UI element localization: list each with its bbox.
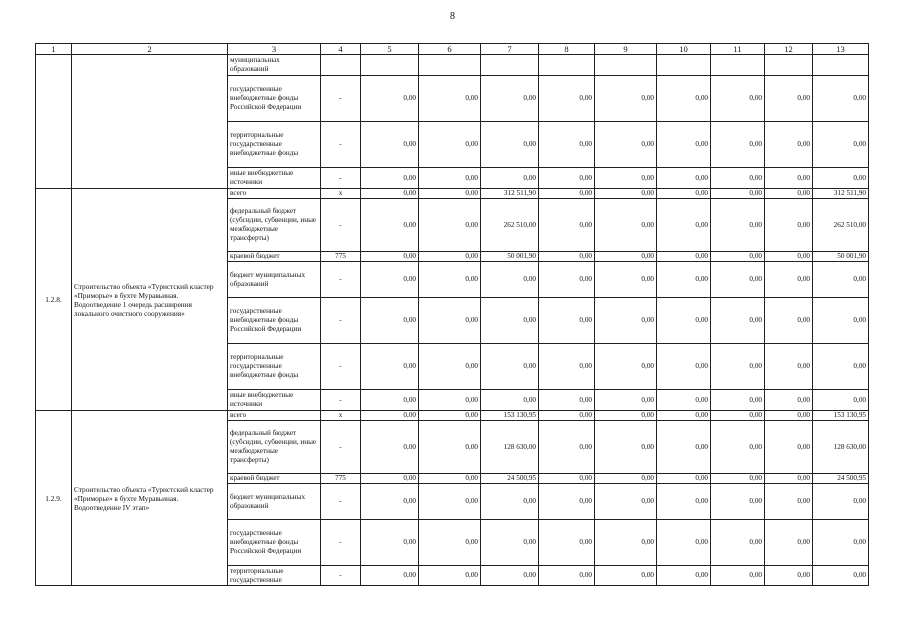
value-cell: 50 001,90 [813,252,869,262]
value-cell: 0,00 [657,484,711,520]
funding-source-cell: краевой бюджет [228,474,321,484]
value-cell [361,55,419,76]
funding-source-cell: муниципальных образований [228,55,321,76]
item-code-cell: 1.2.9. [36,411,72,586]
value-cell: 0,00 [419,421,481,474]
value-cell: 0,00 [657,411,711,421]
value-cell: 0,00 [419,520,481,566]
page-number: 8 [450,11,455,22]
value-cell: 0,00 [539,122,595,168]
value-cell: 128 630,00 [481,421,539,474]
value-cell: 0,00 [813,390,869,411]
value-cell: 0,00 [813,566,869,586]
value-cell: 0,00 [481,484,539,520]
value-cell: 0,00 [657,344,711,390]
funding-source-cell: территориальные государственные внебюджетные фонды [228,122,321,168]
grbs-code-cell: - [321,484,361,520]
column-header: 3 [228,44,321,55]
value-cell [481,55,539,76]
value-cell: 0,00 [361,520,419,566]
value-cell: 0,00 [765,421,813,474]
value-cell: 0,00 [361,474,419,484]
value-cell: 0,00 [657,298,711,344]
value-cell: 0,00 [813,298,869,344]
value-cell: 0,00 [419,262,481,298]
value-cell: 0,00 [539,344,595,390]
value-cell: 0,00 [595,262,657,298]
value-cell: 0,00 [595,199,657,252]
grbs-code-cell: - [321,122,361,168]
column-header: 4 [321,44,361,55]
value-cell: 0,00 [765,252,813,262]
funding-source-cell: территориальные государственные [228,566,321,586]
grbs-code-cell: - [321,421,361,474]
item-code-cell [36,55,72,189]
value-cell: 0,00 [595,484,657,520]
value-cell: 0,00 [595,474,657,484]
value-cell: 0,00 [711,566,765,586]
value-cell: 0,00 [539,199,595,252]
value-cell: 0,00 [595,76,657,122]
value-cell: 0,00 [481,566,539,586]
value-cell: 0,00 [765,390,813,411]
value-cell: 0,00 [711,421,765,474]
funding-source-cell: государственные внебюджетные фонды Российской Федерации [228,520,321,566]
value-cell: 0,00 [539,252,595,262]
value-cell: 0,00 [657,520,711,566]
value-cell: 0,00 [481,122,539,168]
value-cell: 0,00 [813,76,869,122]
funding-source-cell: иные внебюджетные источники [228,168,321,189]
value-cell: 0,00 [595,520,657,566]
value-cell: 0,00 [765,520,813,566]
value-cell: 0,00 [711,168,765,189]
value-cell: 0,00 [711,252,765,262]
value-cell: 0,00 [361,344,419,390]
funding-source-cell: краевой бюджет [228,252,321,262]
column-header: 13 [813,44,869,55]
grbs-code-cell: - [321,390,361,411]
header-row [36,44,869,55]
grbs-code-cell: - [321,168,361,189]
value-cell: 0,00 [765,199,813,252]
table-row [36,411,869,421]
value-cell: 0,00 [419,411,481,421]
value-cell [765,55,813,76]
funding-source-cell: территориальные государственные внебюджетные фонды [228,344,321,390]
column-header: 12 [765,44,813,55]
value-cell: 0,00 [711,484,765,520]
grbs-code-cell: 775 [321,474,361,484]
column-header: 8 [539,44,595,55]
column-header: 5 [361,44,419,55]
value-cell [419,55,481,76]
grbs-code-cell: - [321,566,361,586]
value-cell: 0,00 [711,474,765,484]
value-cell: 0,00 [765,122,813,168]
value-cell: 0,00 [657,76,711,122]
grbs-code-cell: - [321,298,361,344]
value-cell: 0,00 [481,298,539,344]
column-header: 2 [72,44,228,55]
value-cell: 0,00 [481,390,539,411]
value-cell: 0,00 [419,566,481,586]
value-cell: 0,00 [711,189,765,199]
value-cell: 0,00 [765,76,813,122]
value-cell: 0,00 [595,411,657,421]
value-cell: 0,00 [481,520,539,566]
grbs-code-cell: 775 [321,252,361,262]
grbs-code-cell: x [321,411,361,421]
column-header: 11 [711,44,765,55]
value-cell: 262 510,00 [481,199,539,252]
value-cell: 0,00 [813,484,869,520]
value-cell: 0,00 [765,344,813,390]
value-cell: 0,00 [657,252,711,262]
value-cell: 0,00 [539,411,595,421]
value-cell: 0,00 [711,76,765,122]
value-cell [539,55,595,76]
value-cell: 0,00 [657,168,711,189]
grbs-code-cell: - [321,76,361,122]
value-cell: 0,00 [595,168,657,189]
value-cell: 0,00 [657,262,711,298]
value-cell: 128 630,00 [813,421,869,474]
value-cell: 262 510,00 [813,199,869,252]
column-header: 10 [657,44,711,55]
value-cell: 0,00 [813,520,869,566]
value-cell: 0,00 [361,189,419,199]
value-cell [657,55,711,76]
value-cell: 0,00 [361,484,419,520]
value-cell: 0,00 [419,484,481,520]
value-cell: 0,00 [481,168,539,189]
value-cell: 0,00 [657,189,711,199]
value-cell: 0,00 [361,262,419,298]
value-cell: 0,00 [711,298,765,344]
value-cell: 50 001,90 [481,252,539,262]
value-cell: 0,00 [595,390,657,411]
value-cell: 0,00 [595,298,657,344]
value-cell: 0,00 [361,76,419,122]
value-cell: 0,00 [595,122,657,168]
value-cell: 0,00 [765,262,813,298]
value-cell: 0,00 [539,168,595,189]
value-cell: 0,00 [539,262,595,298]
value-cell: 0,00 [539,566,595,586]
funding-source-cell: всего [228,411,321,421]
funding-source-cell: всего [228,189,321,199]
grbs-code-cell: x [321,189,361,199]
value-cell: 0,00 [813,168,869,189]
value-cell [321,55,361,76]
funding-source-cell: иные внебюджетные источники [228,390,321,411]
item-name-cell: Строительство объекта «Туристский кластер «Приморье» в бухте Муравьиная. Водоотведение IV этап» [72,411,228,586]
value-cell: 0,00 [419,122,481,168]
value-cell: 0,00 [539,390,595,411]
value-cell: 0,00 [361,298,419,344]
value-cell: 0,00 [711,411,765,421]
value-cell: 0,00 [765,168,813,189]
column-header: 1 [36,44,72,55]
value-cell: 0,00 [813,344,869,390]
value-cell: 0,00 [361,421,419,474]
value-cell: 0,00 [419,344,481,390]
value-cell: 0,00 [481,76,539,122]
value-cell: 153 130,95 [481,411,539,421]
value-cell: 0,00 [657,122,711,168]
table-row [36,55,869,76]
value-cell: 0,00 [361,390,419,411]
value-cell: 0,00 [539,474,595,484]
column-header: 7 [481,44,539,55]
value-cell: 0,00 [361,122,419,168]
value-cell: 0,00 [813,122,869,168]
value-cell: 0,00 [419,189,481,199]
value-cell: 0,00 [711,122,765,168]
value-cell: 0,00 [539,421,595,474]
value-cell: 0,00 [419,252,481,262]
value-cell: 0,00 [711,262,765,298]
value-cell: 153 130,95 [813,411,869,421]
funding-source-cell: бюджет муниципальных образований [228,484,321,520]
value-cell [711,55,765,76]
value-cell: 0,00 [481,344,539,390]
value-cell: 0,00 [419,474,481,484]
value-cell: 0,00 [657,474,711,484]
value-cell: 0,00 [711,344,765,390]
value-cell: 0,00 [419,199,481,252]
value-cell [813,55,869,76]
funding-source-cell: бюджет муниципальных образований [228,262,321,298]
grbs-code-cell: - [321,262,361,298]
value-cell: 0,00 [765,411,813,421]
grbs-code-cell: - [321,199,361,252]
value-cell: 0,00 [595,344,657,390]
value-cell: 0,00 [657,566,711,586]
value-cell: 0,00 [419,298,481,344]
funding-source-cell: государственные внебюджетные фонды Российской Федерации [228,76,321,122]
value-cell: 0,00 [595,252,657,262]
value-cell: 0,00 [595,566,657,586]
value-cell: 0,00 [361,199,419,252]
value-cell: 0,00 [813,262,869,298]
value-cell: 0,00 [765,566,813,586]
value-cell [595,55,657,76]
value-cell: 0,00 [539,298,595,344]
value-cell: 0,00 [539,520,595,566]
item-name-cell [72,55,228,189]
value-cell: 0,00 [361,252,419,262]
value-cell: 0,00 [595,189,657,199]
grbs-code-cell: - [321,520,361,566]
funding-source-cell: федеральный бюджет (субсидии, субвенции, иные межбюджетные трансферты) [228,421,321,474]
value-cell: 0,00 [765,474,813,484]
value-cell: 0,00 [711,390,765,411]
budget-table [35,43,869,586]
column-header: 9 [595,44,657,55]
value-cell: 0,00 [711,520,765,566]
value-cell: 0,00 [539,484,595,520]
value-cell: 0,00 [765,484,813,520]
value-cell: 0,00 [361,566,419,586]
value-cell: 0,00 [419,168,481,189]
column-header: 6 [419,44,481,55]
value-cell: 0,00 [595,421,657,474]
funding-source-cell: государственные внебюджетные фонды Российской Федерации [228,298,321,344]
funding-source-cell: федеральный бюджет (субсидии, субвенции, иные межбюджетные трансферты) [228,199,321,252]
value-cell: 0,00 [539,189,595,199]
table-row [36,189,869,199]
value-cell: 0,00 [657,390,711,411]
value-cell: 0,00 [419,390,481,411]
value-cell: 312 511,90 [481,189,539,199]
value-cell: 0,00 [657,421,711,474]
value-cell: 0,00 [481,262,539,298]
value-cell: 312 511,90 [813,189,869,199]
grbs-code-cell: - [321,344,361,390]
value-cell: 0,00 [711,199,765,252]
value-cell: 24 500,95 [481,474,539,484]
value-cell: 0,00 [765,189,813,199]
value-cell: 0,00 [765,298,813,344]
value-cell: 0,00 [361,411,419,421]
item-code-cell: 1.2.8. [36,189,72,411]
value-cell: 0,00 [539,76,595,122]
value-cell: 0,00 [419,76,481,122]
item-name-cell: Строительство объекта «Туристский кластер «Приморье» в бухте Муравьиная. Водоотведение 1 очередь расширения локального очистного сооружения» [72,189,228,411]
value-cell: 0,00 [361,168,419,189]
value-cell: 24 500,95 [813,474,869,484]
value-cell: 0,00 [657,199,711,252]
